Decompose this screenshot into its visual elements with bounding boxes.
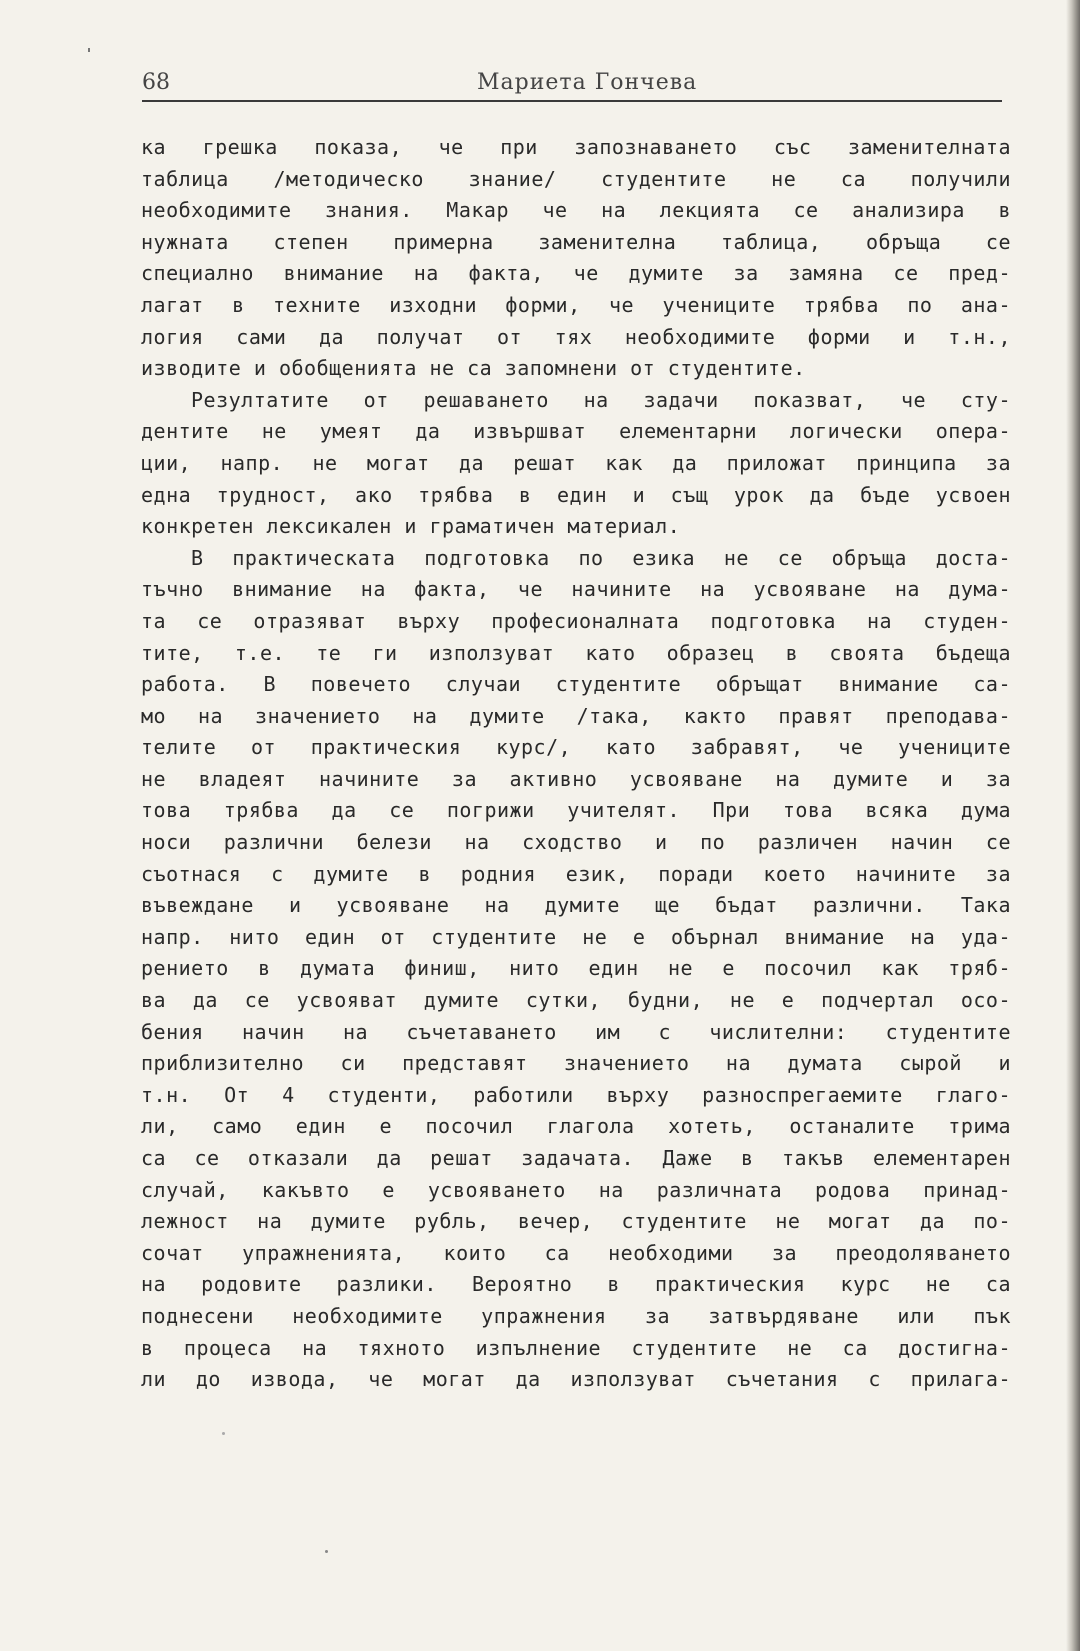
page-edge-shadow <box>1066 0 1080 1651</box>
text-line: т.н. От 4 студенти, работили върху разноспрегаемите глаго- <box>141 1082 1011 1107</box>
text-line: носи различни белези на сходство и по различен начин се <box>141 830 1011 855</box>
text-line: въвеждане и усвояване на думите ще бъдат различни. Така <box>141 893 1011 918</box>
text-line: поднесени необходимите упражнения за затвърдяване или пък <box>141 1303 1011 1328</box>
text-line: това трябва да се погрижи учителят. При това всяка дума <box>141 798 1011 823</box>
page-header <box>142 66 1002 102</box>
text-line: специално внимание на факта, че думите за замяна се пред- <box>141 261 1011 286</box>
text-line: таблица /методическо знание/ студентите не са получили <box>141 166 1011 191</box>
text-line: мо на значението на думите /така, както правят преподава- <box>141 703 1011 728</box>
text-line: лежност на думите рубль, вечер, студентите не могат да по- <box>141 1209 1011 1234</box>
text-line: ции, напр. не могат да решат как да приложат принципа за <box>141 450 1011 475</box>
text-line: в процеса на тяхното изпълнение студентите не са достигна- <box>141 1335 1011 1360</box>
text-line: са се отказали да решат задачата. Даже в такъв елементарен <box>141 1146 1011 1170</box>
text-line: логия сами да получат от тях необходимите форми и т.н., <box>141 324 1011 349</box>
text-line: ли, само един е посочил глагола хотеть, останалите трима <box>141 1114 1011 1139</box>
scan-speck <box>222 1432 225 1435</box>
text-line: лагат в техните изходни форми, че учениците трябва по ана- <box>141 292 1011 317</box>
text-line: работа. В повечето случаи студентите обръщат внимание са- <box>141 672 1011 697</box>
text-line: случай, какъвто е усвояването на различната родова принад- <box>141 1177 1011 1202</box>
text-line: една трудност, ако трябва в един и същ урок да бъде усвоен <box>141 482 1011 507</box>
scan-speck <box>88 48 90 52</box>
text-line: сочат упражненията, които са необходими за преодоляването <box>141 1240 1011 1265</box>
text-line: бения начин на съчетаването им с числителни: студентите <box>141 1019 1011 1044</box>
text-line: ли до извода, че могат да използуват съчетания с прилага- <box>141 1367 1011 1392</box>
text-line: дентите не умеят да извършват елементарни логически опера- <box>141 419 1011 444</box>
text-line: ка грешка показа, че при запознаването със заменителната <box>141 135 1011 159</box>
text-line: Резултатите от решаването на задачи показват, че сту- <box>191 387 1011 412</box>
text-line: телите от практическия курс/, като забравят, че учениците <box>141 735 1011 760</box>
text-line: нужната степен примерна заменителна таблица, обръща се <box>141 229 1011 254</box>
running-title: Мариета Гончева <box>477 70 698 95</box>
text-line: та се отразяват върху професионалната подготовка на студен- <box>141 608 1011 633</box>
text-line: тите, т.е. те ги използуват като образец в своята бъдеща <box>141 640 1011 665</box>
page-number: 68 <box>142 70 170 95</box>
text-line: съотнася с думите в родния език, поради което начините за <box>141 861 1011 886</box>
text-line: необходимите знания. Макар че на лекцията се анализира в <box>141 198 1011 223</box>
scan-speck <box>325 1550 328 1553</box>
text-line: изводите и обобщенията не са запомнени от студентите. <box>141 356 806 381</box>
text-line: конкретен лексикален и граматичен материал. <box>141 514 681 539</box>
text-line: В практическата подготовка по езика не се обръща доста- <box>191 545 1011 570</box>
text-line: на родовите разлики. Вероятно в практическия курс не са <box>141 1272 1011 1297</box>
text-line: приблизително си представят значението на думата сырой и <box>141 1051 1011 1076</box>
body-text <box>141 132 1011 1396</box>
text-line: ва да се усвояват думите сутки, будни, не е подчертал осо- <box>141 988 1011 1013</box>
text-line: тъчно внимание на факта, че начините на усвояване на дума- <box>141 577 1011 602</box>
text-line: напр. нито един от студентите не е обърнал внимание на уда- <box>141 924 1011 949</box>
text-line: рението в думата финиш, нито един не е посочил как тряб- <box>141 956 1011 981</box>
text-line: не владеят начините за активно усвояване на думите и за <box>141 766 1011 791</box>
